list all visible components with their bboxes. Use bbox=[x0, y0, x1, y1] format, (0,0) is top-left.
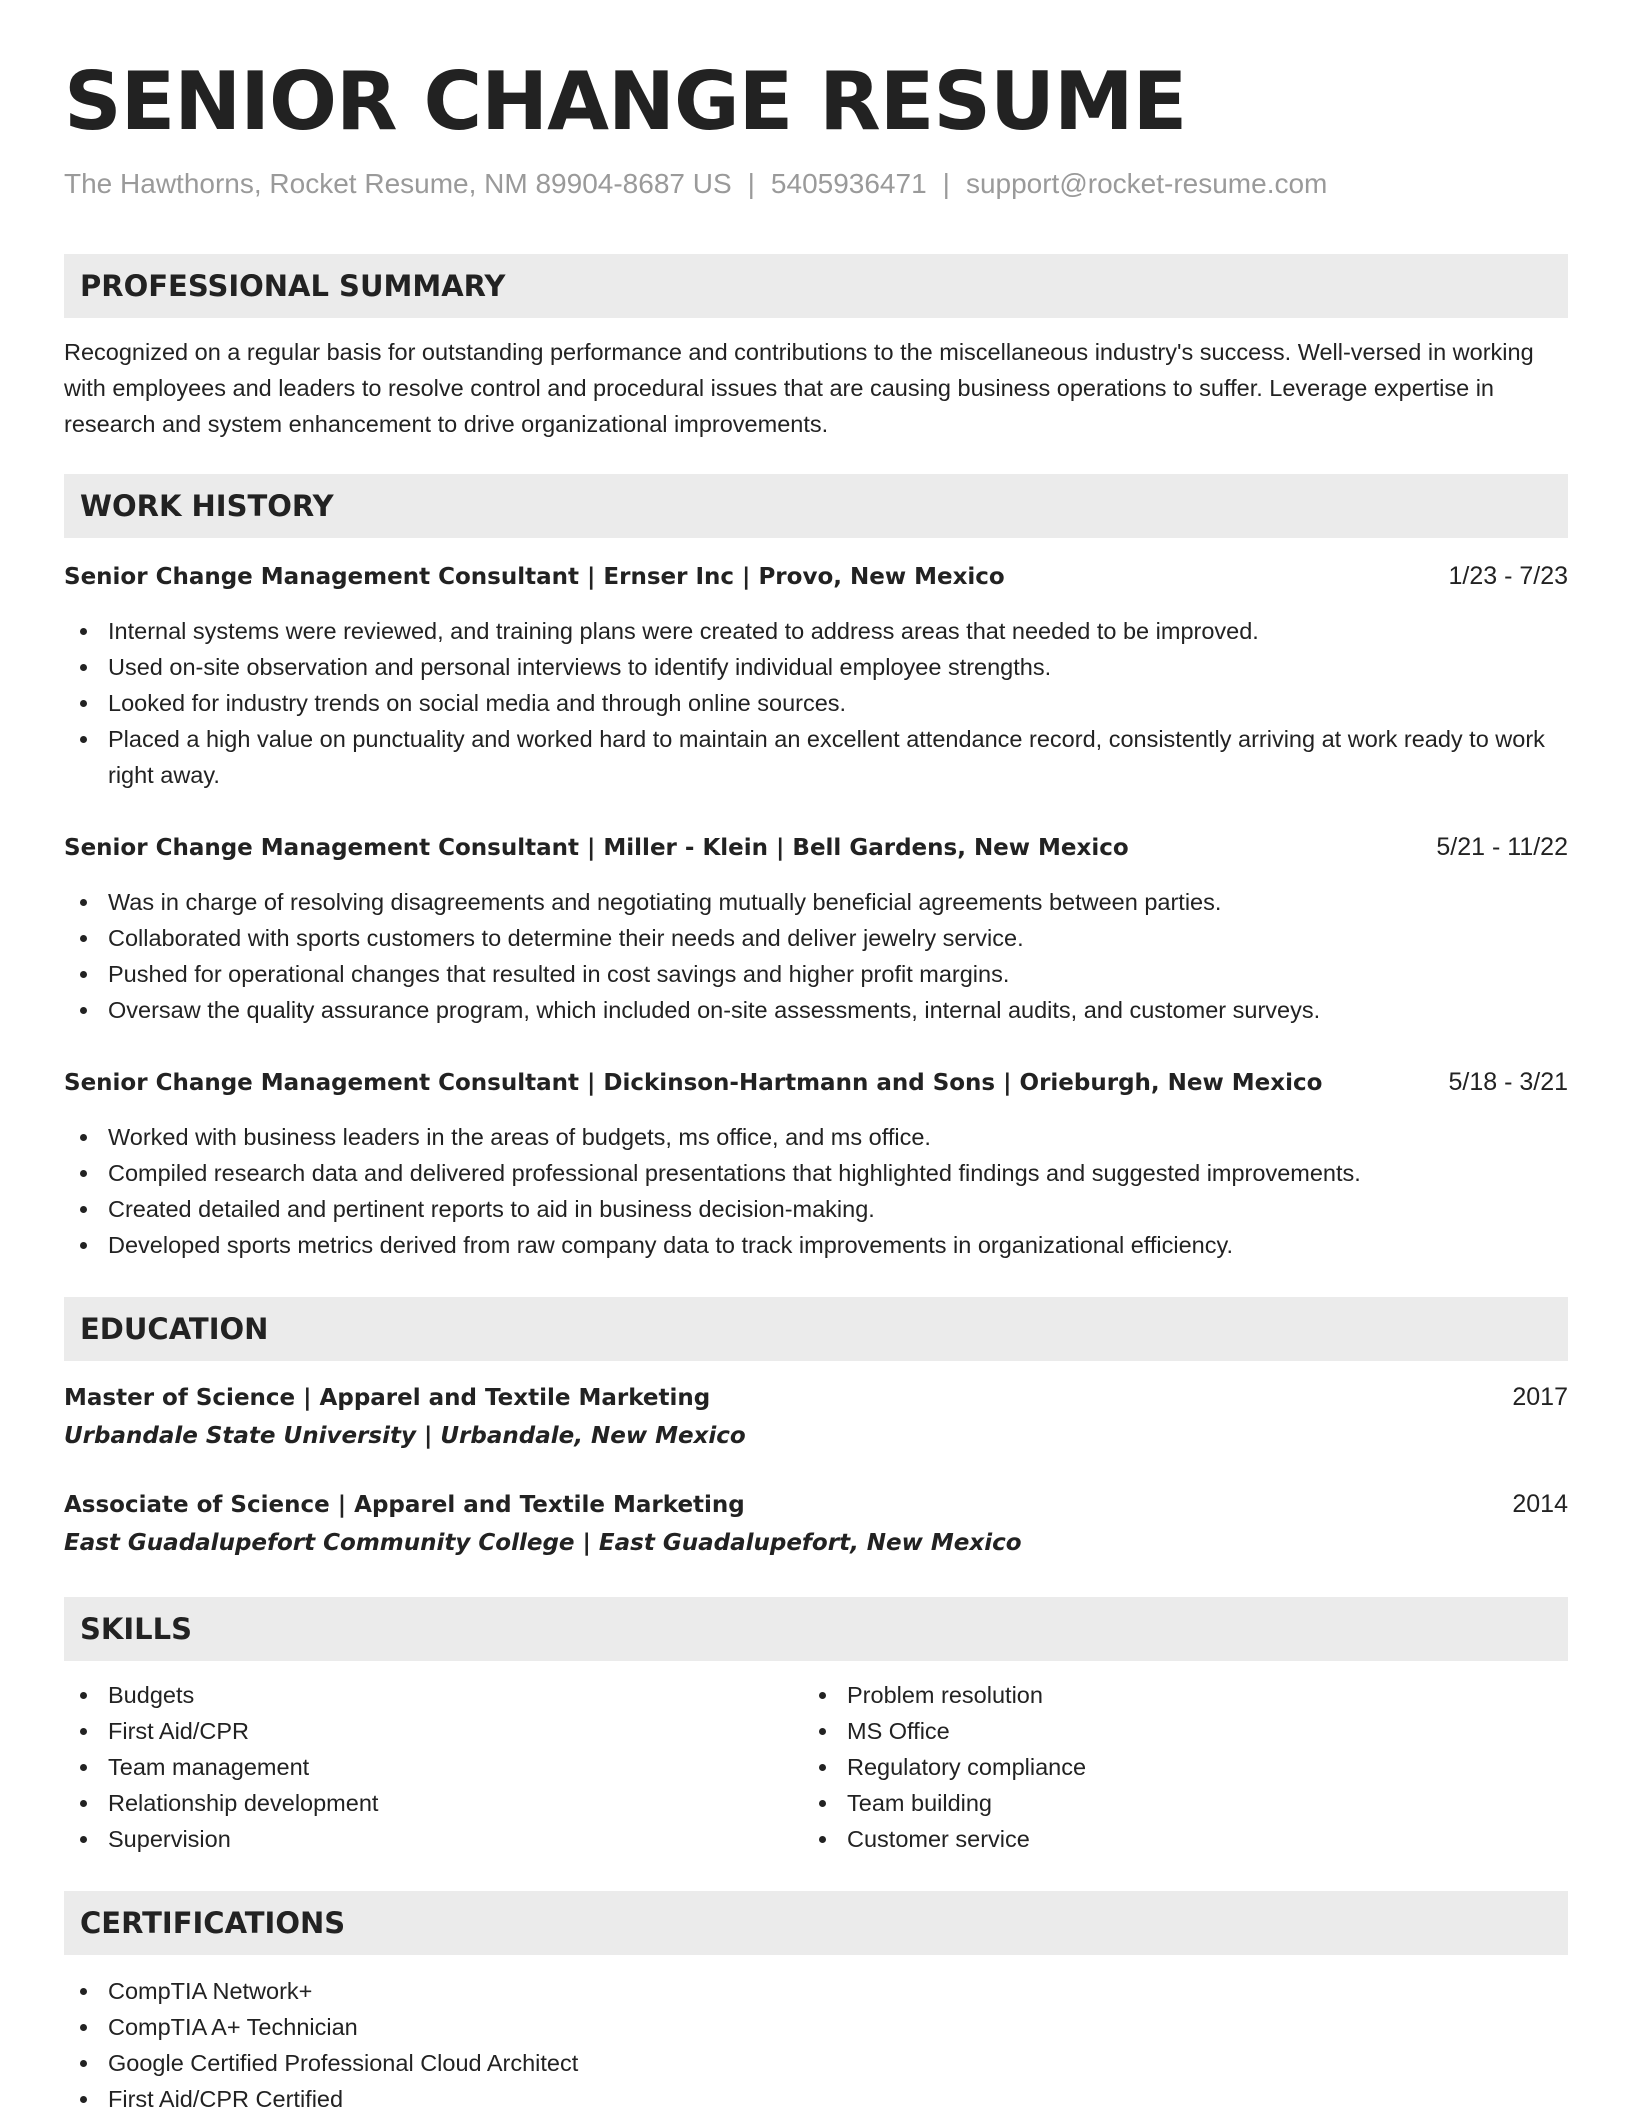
job-header bbox=[64, 829, 1568, 866]
section-heading-summary: PROFESSIONAL SUMMARY bbox=[64, 254, 1568, 318]
education-header bbox=[64, 1379, 1568, 1416]
section-heading-skills: SKILLS bbox=[64, 1597, 1568, 1661]
job-bullet: Collaborated with sports customers to determine their needs and deliver jewelry service. bbox=[64, 920, 1568, 956]
skill-item: Budgets bbox=[64, 1677, 803, 1713]
skill-item: MS Office bbox=[803, 1713, 1542, 1749]
job-bullet: Oversaw the quality assurance program, which included on-site assessments, internal audits, and customer surveys. bbox=[64, 992, 1568, 1028]
skill-item: Regulatory compliance bbox=[803, 1749, 1542, 1785]
certification-item: CompTIA A+ Technician bbox=[64, 2009, 1568, 2045]
certifications-list bbox=[64, 1973, 1568, 2117]
job-bullet: Was in charge of resolving disagreements and negotiating mutually beneficial agreements between parties. bbox=[64, 884, 1568, 920]
job-bullet: Used on-site observation and personal interviews to identify individual employee strengths. bbox=[64, 649, 1568, 685]
certification-item: CompTIA Network+ bbox=[64, 1973, 1568, 2009]
contact-separator: | bbox=[747, 168, 755, 199]
skill-item: Customer service bbox=[803, 1821, 1542, 1857]
contact-address: The Hawthorns, Rocket Resume, NM 89904-8687 US bbox=[64, 168, 732, 199]
skills-list bbox=[64, 1677, 1568, 1857]
skill-item: First Aid/CPR bbox=[64, 1713, 803, 1749]
job-bullet: Worked with business leaders in the areas of budgets, ms office, and ms office. bbox=[64, 1119, 1568, 1155]
job-bullet: Developed sports metrics derived from raw company data to track improvements in organizational efficiency. bbox=[64, 1227, 1568, 1263]
job-bullet: Placed a high value on punctuality and worked hard to maintain an excellent attendance record, consistently arriving at work ready to work right away. bbox=[64, 721, 1568, 793]
education-header bbox=[64, 1486, 1568, 1523]
contact-email[interactable]: support@rocket-resume.com bbox=[965, 168, 1328, 199]
job-bullets bbox=[64, 1119, 1568, 1263]
job-dates: 5/18 - 3/21 bbox=[1448, 1068, 1568, 1096]
education-year: 2017 bbox=[1512, 1383, 1568, 1411]
job-dates: 5/21 - 11/22 bbox=[1436, 833, 1568, 861]
job-entry bbox=[64, 829, 1568, 1028]
summary-text: Recognized on a regular basis for outstanding performance and contributions to the miscellaneous industry's success. Well-versed in working with employees and leaders to resolve control and procedural issues that are causing business operations to suffer. Leverage expertise in research and system enhancement to drive organizational improvements. bbox=[64, 339, 1534, 437]
job-entry bbox=[64, 1064, 1568, 1263]
job-bullet: Internal systems were reviewed, and training plans were created to address areas that needed to be improved. bbox=[64, 613, 1568, 649]
skill-item: Supervision bbox=[64, 1821, 803, 1857]
skill-item: Team management bbox=[64, 1749, 803, 1785]
job-dates: 1/23 - 7/23 bbox=[1448, 562, 1568, 590]
skills-column-right bbox=[803, 1677, 1542, 1857]
job-title: Senior Change Management Consultant | Dickinson-Hartmann and Sons | Orieburgh, New Mexico bbox=[64, 1070, 1323, 1096]
section-heading-certifications: CERTIFICATIONS bbox=[64, 1891, 1568, 1955]
job-title: Senior Change Management Consultant | Ernser Inc | Provo, New Mexico bbox=[64, 564, 1005, 590]
education-entry bbox=[64, 1379, 1568, 1456]
certification-item: Google Certified Professional Cloud Architect bbox=[64, 2045, 1568, 2081]
job-entry bbox=[64, 558, 1568, 793]
job-header bbox=[64, 558, 1568, 595]
job-bullet: Created detailed and pertinent reports to aid in business decision-making. bbox=[64, 1191, 1568, 1227]
certification-item: First Aid/CPR Certified bbox=[64, 2081, 1568, 2117]
education-school: East Guadalupefort Community College | East Guadalupefort, New Mexico bbox=[64, 1530, 1022, 1556]
education-school: Urbandale State University | Urbandale, New Mexico bbox=[64, 1423, 746, 1449]
contact-line bbox=[64, 166, 1568, 202]
contact-phone: 5405936471 bbox=[770, 168, 927, 199]
education-degree: Associate of Science | Apparel and Textile Marketing bbox=[64, 1492, 745, 1518]
job-bullet: Pushed for operational changes that resulted in cost savings and higher profit margins. bbox=[64, 956, 1568, 992]
skill-item: Relationship development bbox=[64, 1785, 803, 1821]
education-year: 2014 bbox=[1512, 1490, 1568, 1518]
section-heading-education: EDUCATION bbox=[64, 1297, 1568, 1361]
job-bullet: Looked for industry trends on social media and through online sources. bbox=[64, 685, 1568, 721]
job-bullets bbox=[64, 613, 1568, 793]
resume-name: SENIOR CHANGE RESUME bbox=[64, 55, 1187, 148]
skill-item: Team building bbox=[803, 1785, 1542, 1821]
job-header bbox=[64, 1064, 1568, 1101]
skills-column-left bbox=[64, 1677, 803, 1857]
job-title: Senior Change Management Consultant | Miller - Klein | Bell Gardens, New Mexico bbox=[64, 835, 1129, 861]
education-degree: Master of Science | Apparel and Textile Marketing bbox=[64, 1385, 711, 1411]
job-bullet: Compiled research data and delivered professional presentations that highlighted findings and suggested improvements. bbox=[64, 1155, 1568, 1191]
section-heading-work-history: WORK HISTORY bbox=[64, 474, 1568, 538]
job-bullets bbox=[64, 884, 1568, 1028]
contact-separator: | bbox=[942, 168, 950, 199]
skill-item: Problem resolution bbox=[803, 1677, 1542, 1713]
education-entry bbox=[64, 1486, 1568, 1563]
